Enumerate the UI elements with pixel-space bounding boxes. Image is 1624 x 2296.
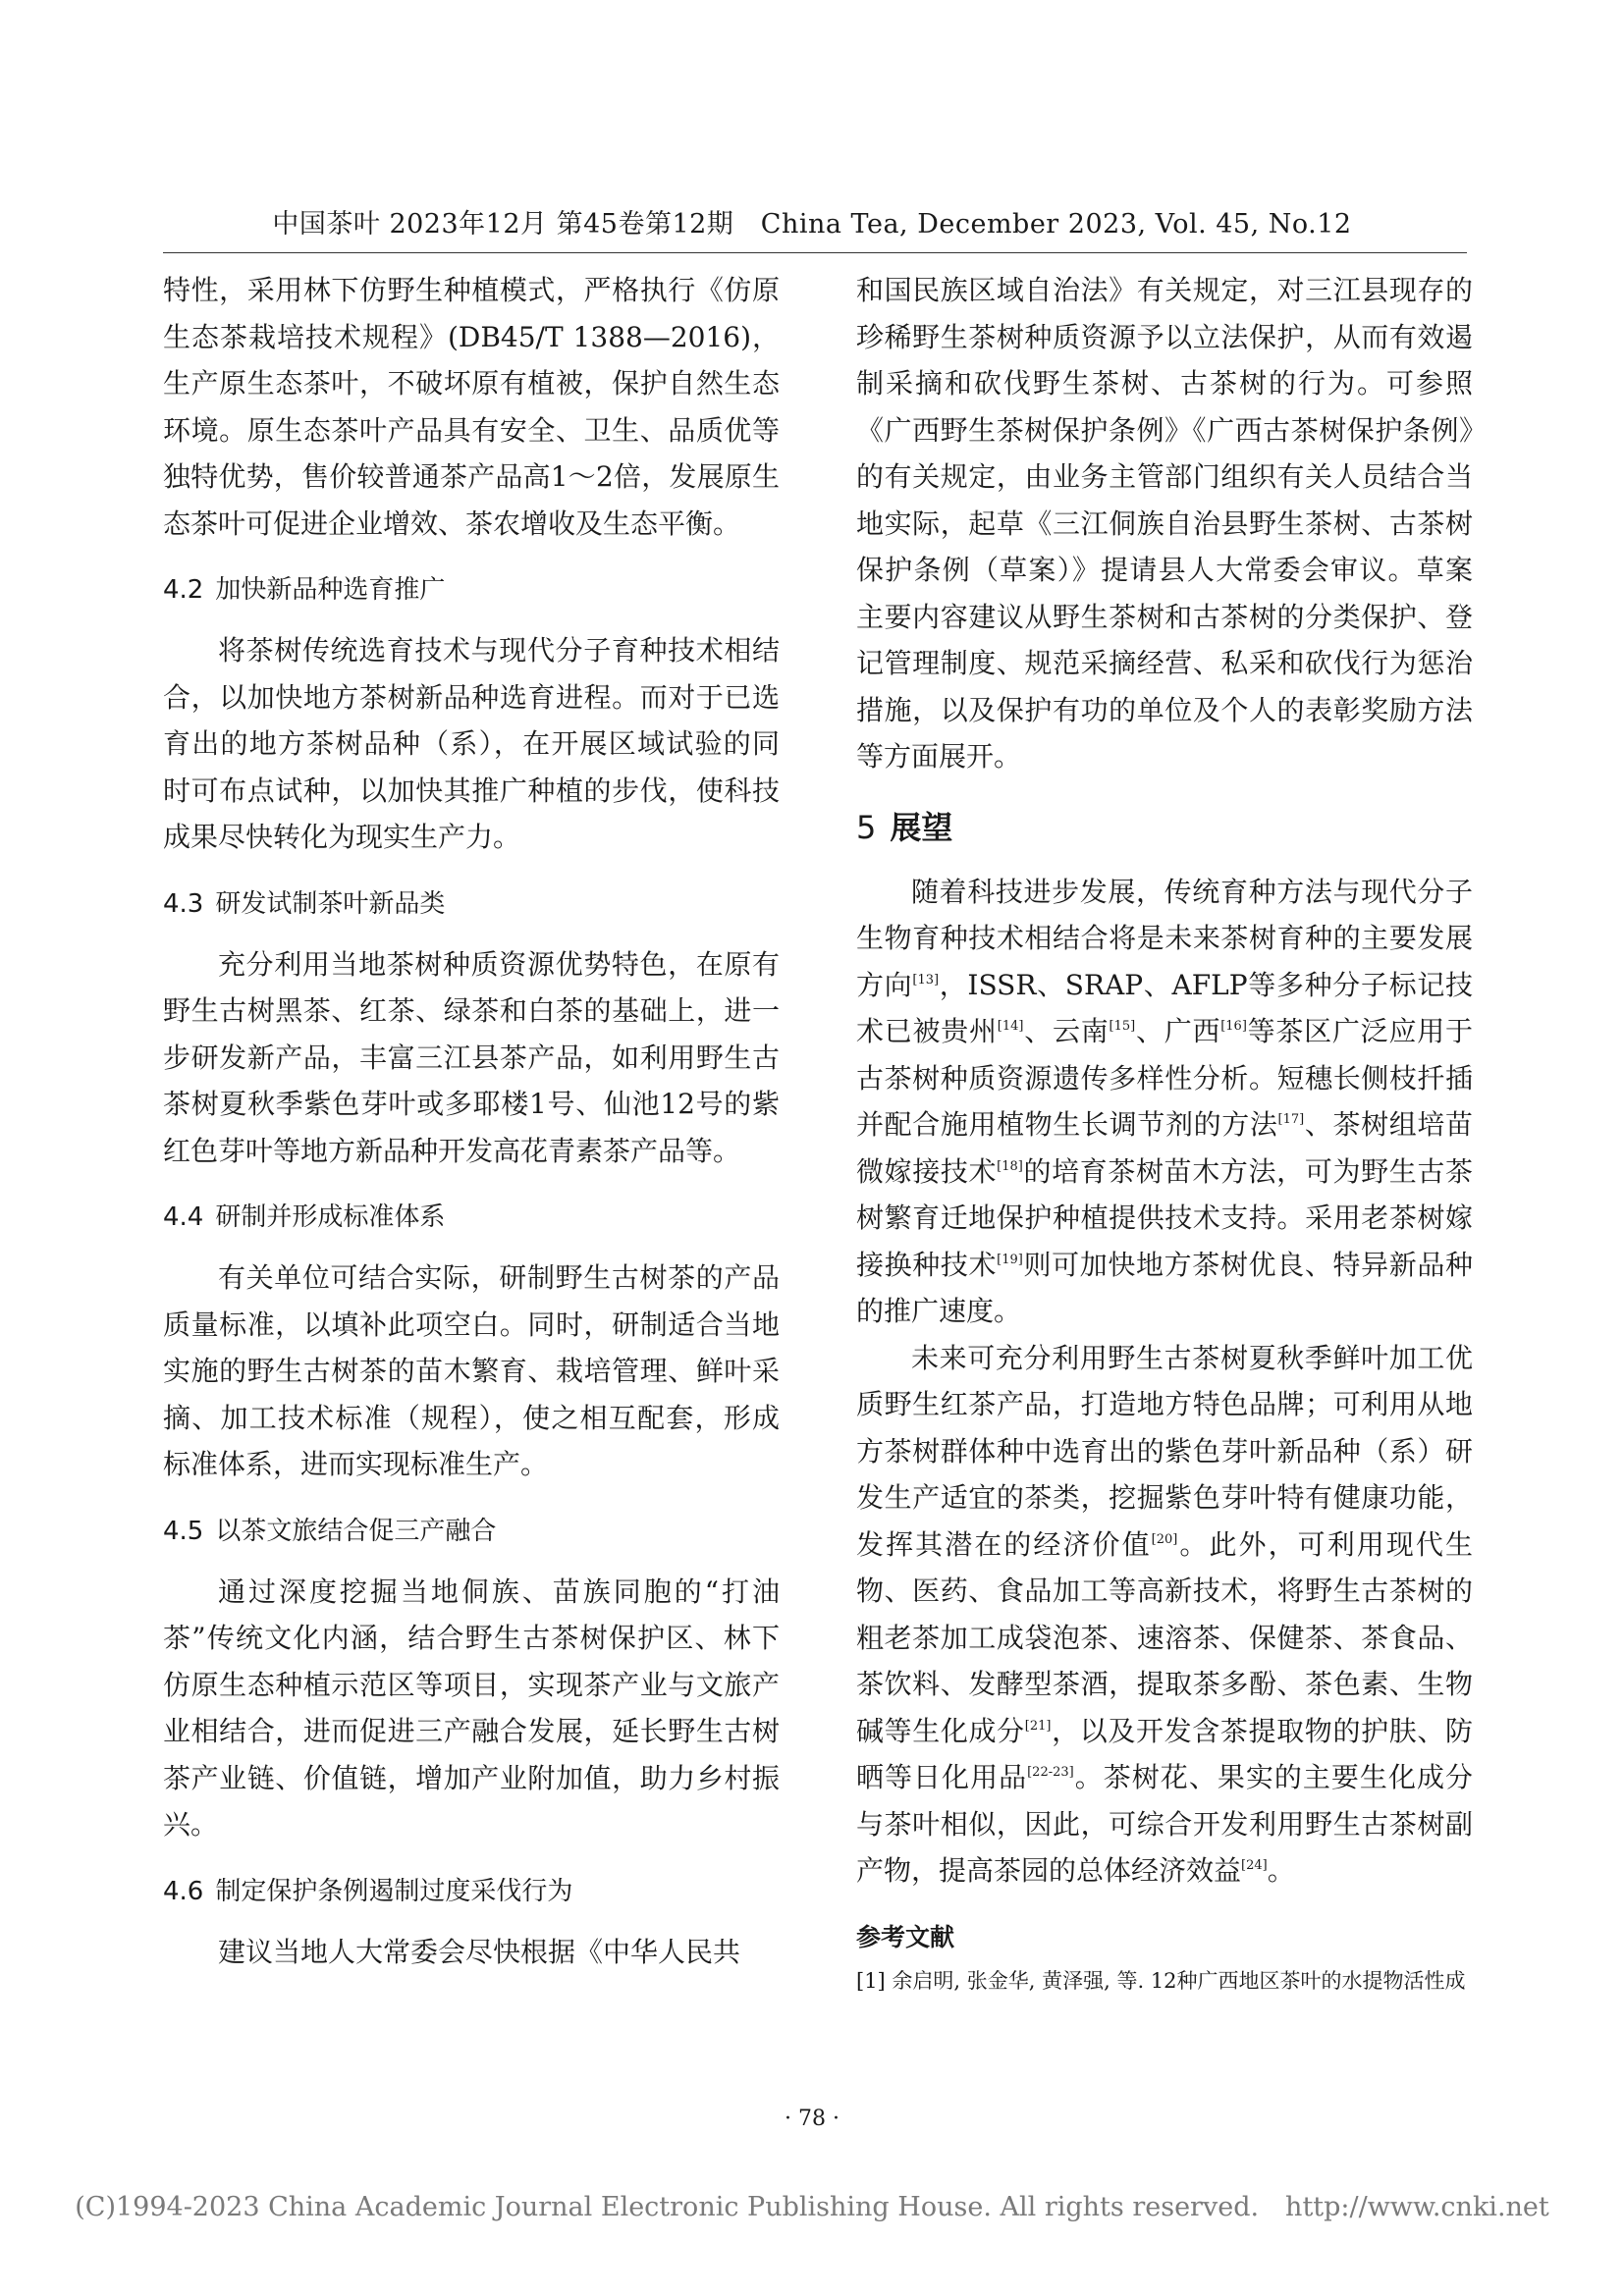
paragraph: 随着科技进步发展，传统育种方法与现代分子生物育种技术相结合将是未来茶树育种的主要发展方向[13]，ISSR、SRAP、AFLP等多种分子标记技术已被贵州[14]、云南[15]、广西[16]等茶区广泛应用于古茶树种质资源遗传多样性分析。短穗长侧枝扦插并配合施用植物生长调节剂的方法[17]、茶树组培苗微嫁接技术[18]的培育茶树苗木方法，可为野生古茶树繁育迁地保护种植提供技术支持。采用老茶树嫁接换种技术[19]则可加快地方茶树优良、特异新品种的推广速度。 <box>856 875 1473 1327</box>
citation[interactable]: [19] <box>997 1252 1023 1267</box>
copyright-footer: (C)1994-2023 China Academic Journal Electronic Publishing House. All rights reserved. http://www.cnki.net <box>75 2192 1549 2222</box>
references-heading: 参考文献 <box>856 1922 955 1951</box>
section-heading-4-6 <box>163 1872 780 1911</box>
section-heading-4-3 <box>163 884 780 924</box>
section-title: 制定保护条例遏制过度采伐行为 <box>215 1876 573 1906</box>
section-title: 展望 <box>890 808 953 846</box>
citation[interactable]: [14] <box>997 1019 1024 1034</box>
citation[interactable]: [13] <box>912 972 940 988</box>
right-column <box>856 267 1473 1997</box>
paragraph: 未来可充分利用野生古茶树夏秋季鲜叶加工优质野生红茶产品，打造地方特色品牌；可利用从地方茶树群体种中选育出的紫色芽叶新品种（系）研发生产适宜的茶类，挖掘紫色芽叶特有健康功能，发挥其潜在的经济价值[20]。此外，可利用现代生物、医药、食品加工等高新技术，将野生古茶树的粗老茶加工成袋泡茶、速溶茶、保健茶、茶食品、茶饮料、发酵型茶酒，提取茶多酚、茶色素、生物碱等生化成分[21]，以及开发含茶提取物的护肤、防晒等日化用品[22-23]。茶树花、果实的主要生化成分与茶叶相似，因此，可综合开发利用野生古茶树副产物，提高茶园的总体经济效益[24]。 <box>856 1341 1473 1887</box>
section-number: 4.4 <box>163 1202 204 1232</box>
reference-item: [1] 余启明, 张金华, 黄泽强, 等. 12种广西地区茶叶的水提物活性成 <box>856 1968 1466 1993</box>
paragraph: 充分利用当地茶树种质资源优势特色，在原有野生古树黑茶、红茶、绿茶和白茶的基础上，进一步研发新产品，丰富三江县茶产品，如利用野生古茶树夏秋季紫色芽叶或多耶楼1号、仙池12号的紫红色芽叶等地方新品种开发高花青素茶产品等。 <box>163 947 780 1167</box>
section-number: 5 <box>856 808 877 846</box>
citation[interactable]: [18] <box>997 1158 1023 1174</box>
section-heading-4-4 <box>163 1198 780 1237</box>
section-number: 4.5 <box>163 1516 204 1546</box>
section-title: 以茶文旅结合促三产融合 <box>215 1516 497 1546</box>
section-heading-4-2 <box>163 570 780 610</box>
paragraph: 建议当地人大常委会尽快根据《中华人民共 <box>218 1935 741 1968</box>
section-heading-5 <box>856 804 1473 851</box>
running-header: 中国茶叶 2023年12月 第45卷第12期 China Tea, December 2023, Vol. 45, No.12 <box>272 209 1352 240</box>
section-title: 研制并形成标准体系 <box>215 1202 446 1232</box>
citation[interactable]: [17] <box>1277 1112 1305 1127</box>
paragraph: 通过深度挖掘当地侗族、苗族同胞的“打油茶”传统文化内涵，结合野生古茶树保护区、林下仿原生态种植示范区等项目，实现茶产业与文旅产业相结合，进而促进三产融合发展，延长野生古树茶产业链、价值链，增加产业附加值，助力乡村振兴。 <box>163 1575 780 1841</box>
citation[interactable]: [24] <box>1241 1858 1268 1873</box>
paragraph: 特性，采用林下仿野生种植模式，严格执行《仿原生态茶栽培技术规程》(DB45/T 1388—2016)，生产原生态茶叶，不破坏原有植被，保护自然生态环境。原生态茶叶产品具有安全、卫生、品质优等独特优势，售价较普通茶产品高1～2倍，发展原生态茶叶可促进企业增效、茶农增收及生态平衡。 <box>163 274 780 540</box>
section-title: 研发试制茶叶新品类 <box>215 888 446 919</box>
section-number: 4.3 <box>163 888 204 919</box>
paragraph: 有关单位可结合实际，研制野生古树茶的产品质量标准，以填补此项空白。同时，研制适合当地实施的野生古树茶的苗木繁育、栽培管理、鲜叶采摘、加工技术标准（规程），使之相互配套，形成标准体系，进而实现标准生产。 <box>163 1261 780 1480</box>
citation[interactable]: [16] <box>1220 1019 1247 1034</box>
page-number: · 78 · <box>785 2107 839 2131</box>
left-column <box>163 267 780 1975</box>
section-number: 4.6 <box>163 1876 204 1906</box>
citation[interactable]: [21] <box>1024 1718 1052 1734</box>
citation[interactable]: [15] <box>1109 1019 1136 1034</box>
citation[interactable]: [22-23] <box>1027 1765 1074 1780</box>
header-rule <box>163 252 1467 253</box>
section-heading-4-5 <box>163 1512 780 1551</box>
section-number: 4.2 <box>163 575 204 605</box>
paragraph: 将茶树传统选育技术与现代分子育种技术相结合，以加快地方茶树新品种选育进程。而对于已选育出的地方茶树品种（系），在开展区域试验的同时可布点试种，以加快其推广种植的步伐，使科技成果尽快转化为现实生产力。 <box>163 634 780 853</box>
section-title: 加快新品种选育推广 <box>215 575 446 605</box>
paragraph: 和国民族区域自治法》有关规定，对三江县现存的珍稀野生茶树种质资源予以立法保护，从而有效遏制采摘和砍伐野生茶树、古茶树的行为。可参照《广西野生茶树保护条例》《广西古茶树保护条例》的有关规定，由业务主管部门组织有关人员结合当地实际，起草《三江侗族自治县野生茶树、古茶树保护条例（草案）》提请县人大常委会审议。草案主要内容建议从野生茶树和古茶树的分类保护、登记管理制度、规范采摘经营、私采和砍伐行为惩治措施，以及保护有功的单位及个人的表彰奖励方法等方面展开。 <box>856 274 1473 773</box>
citation[interactable]: [20] <box>1151 1531 1178 1547</box>
